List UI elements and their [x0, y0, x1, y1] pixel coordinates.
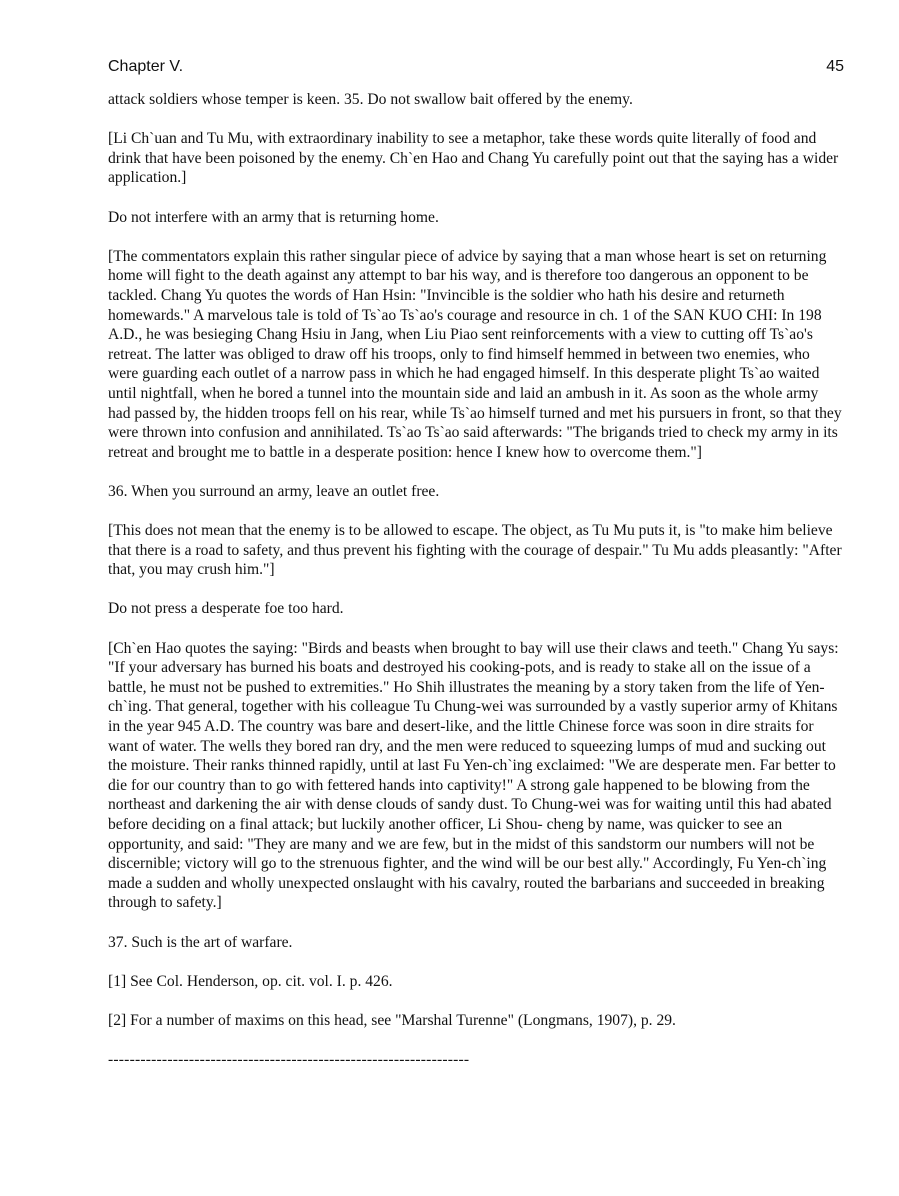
section-separator: ------------------------------------------------------------------- [108, 1051, 470, 1069]
footnote: [2] For a number of maxims on this head, see "Marshal Turenne" (Longmans, 1907), p. 29. [108, 1011, 676, 1029]
body-text [108, 90, 844, 1070]
paragraph-text: Do not interfere with an army that is returning home. [108, 208, 439, 226]
footnote: [1] See Col. Henderson, op. cit. vol. I. p. 426. [108, 972, 393, 990]
page-number: 45 [826, 58, 844, 75]
chapter-label: Chapter V. [108, 58, 184, 75]
paragraph-text: Do not press a desperate foe too hard. [108, 600, 344, 618]
paragraph-commentary: [The commentators explain this rather singular piece of advice by saying that a man whose heart is set on returning home will fight to the death against any attempt to bar his way, and is therefore too dangerous an opponent to be tackled. Chang Yu quotes the words of Han Hsin: "Invincible is the soldier who hath his desire and returneth homewards." A marvelous tale is told of Ts`ao Ts`ao's courage and resource in ch. 1 of the SAN KUO CHI: In 198 A.D., he was besieging Chang Hsiu in Jang, when Liu Piao sent reinforcements with a view to cutting off Ts`ao's retreat. The latter was obliged to draw off his troops, only to find himself hemmed in between two enemies, who were guarding each outlet of a narrow pass in which he had engaged himself. In this desperate plight Ts`ao waited until nightfall, when he bored a tunnel into the mountain side and laid an ambush in it. As soon as the whole army had passed by, the hidden troops fell on his rear, while Ts`ao himself turned and met his pursuers in front, so that they were thrown into confusion and annihilated. Ts`ao Ts`ao said afterwards: "The brigands tried to check my army in its retreat and brought me to battle in a desperate position: hence I knew how to overcome them."] [108, 247, 842, 461]
paragraph-commentary: [Ch`en Hao quotes the saying: "Birds and beasts when brought to bay will use their claws and teeth." Chang Yu says: "If your adversary has burned his boats and destroyed his cooking-pots, and is ready to stake all on the issue of a battle, he must not be pushed to extremities." Ho Shih illustrates the meaning by a story taken from the life of Yen-ch`ing. That general, together with his colleague Tu Chung-wei was surrounded by a vastly superior army of Khitans in the year 945 A.D. The country was bare and desert-like, and the little Chinese force was soon in dire straits for want of water. The wells they bored ran dry, and the men were reduced to squeezing lumps of mud and sucking out the moisture. Their ranks thinned rapidly, until at last Fu Yen-ch`ing exclaimed: "We are desperate men. Far better to die for our country than to go with fettered hands into captivity!" A strong gale happened to be blowing from the northeast and darkening the air with dense clouds of sandy dust. To Chung-wei was for waiting until this had abated before deciding on a final attack; but luckily another officer, Li Shou- cheng by name, was quicker to see an opportunity, and said: "They are many and we are few, but in the midst of this sandstorm our numbers will not be discernible; victory will go to the strenuous fighter, and the wind will be our best ally." Accordingly, Fu Yen-ch`ing made a sudden and wholly unexpected onslaught with his cavalry, routed the barbarians and succeeded in breaking through to safety.] [108, 639, 839, 912]
paragraph-text: 36. When you surround an army, leave an outlet free. [108, 482, 440, 500]
paragraph-text: 37. Such is the art of warfare. [108, 933, 293, 951]
paragraph-commentary: [Li Ch`uan and Tu Mu, with extraordinary inability to see a metaphor, take these words quite literally of food and drink that have been poisoned by the enemy. Ch`en Hao and Chang Yu carefully point out that the saying has a wider application.] [108, 130, 839, 187]
running-header [108, 54, 844, 80]
paragraph-text: attack soldiers whose temper is keen. 35. Do not swallow bait offered by the enemy. [108, 91, 633, 108]
paragraph-commentary: [This does not mean that the enemy is to be allowed to escape. The object, as Tu Mu puts it, is "to make him believe that there is a road to safety, and thus prevent his fighting with the courage of despair." Tu Mu adds pleasantly: "After that, you may crush him."] [108, 522, 842, 579]
